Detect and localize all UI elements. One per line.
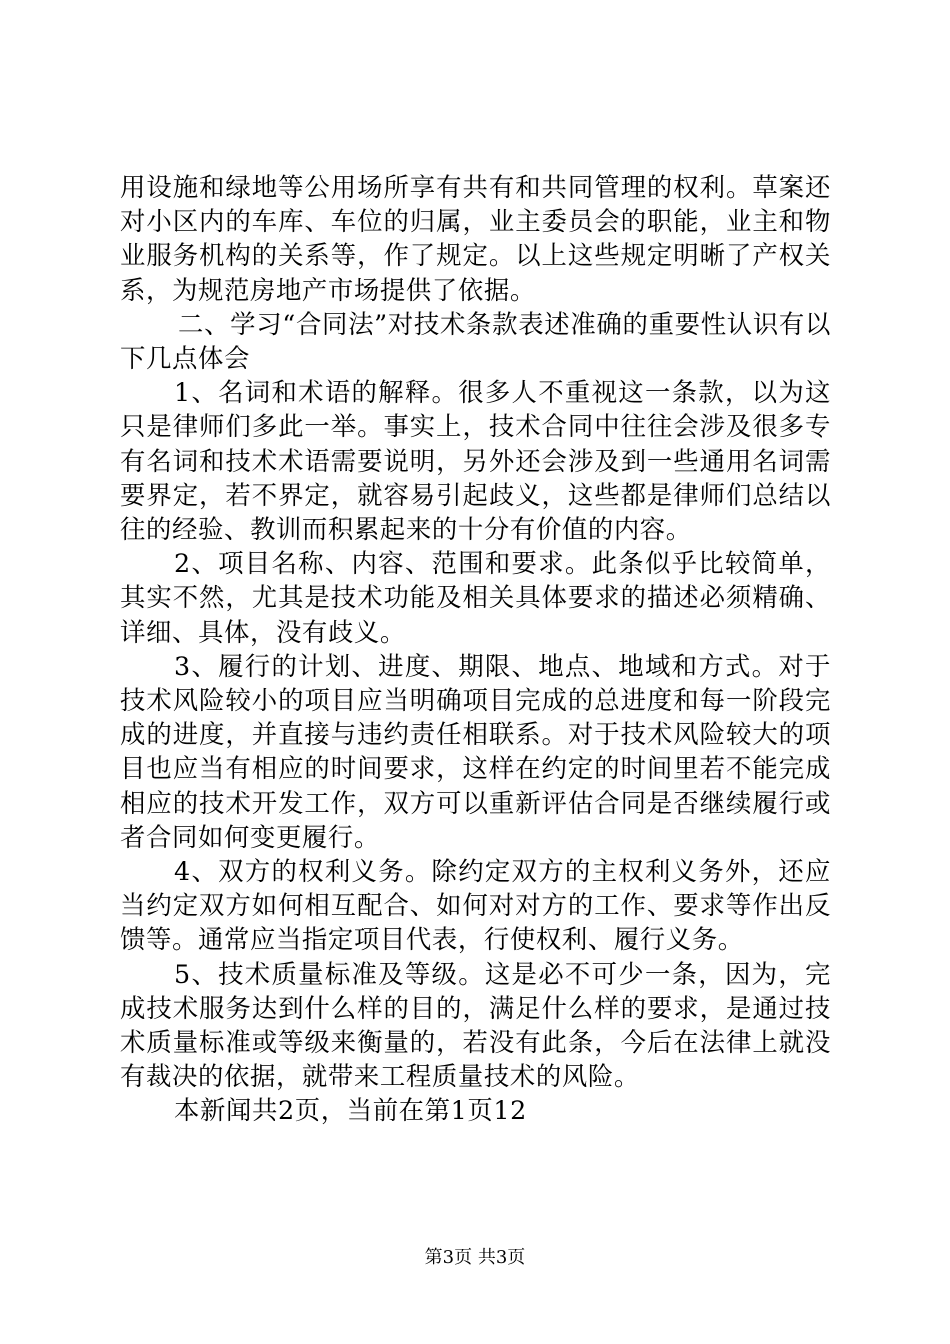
document-body	[120, 170, 831, 1128]
paragraph-item-5: 5、技术质量标准及等级。这是必不可少一条，因为，完成技术服务达到什么样的目的，满足什么样的要求，是通过技术质量标准或等级来衡量的，若没有此条，今后在法律上就没有裁决的依据，就带来工程质量技术的风险。	[120, 958, 831, 1092]
paragraph-item-2: 2、项目名称、内容、范围和要求。此条似乎比较简单，其实不然，尤其是技术功能及相关具体要求的描述必须精确、详细、具体，没有歧义。	[120, 548, 831, 647]
paragraph-continuation: 用设施和绿地等公用场所享有共有和共同管理的权利。草案还对小区内的车库、车位的归属，业主委员会的职能，业主和物业服务机构的关系等，作了规定。以上这些规定明晰了产权关系，为规范房地产市场提供了依据。	[120, 172, 831, 305]
paragraph-section-heading: 二、学习“合同法”对技术条款表述准确的重要性认识有以下几点体会	[120, 308, 831, 374]
paragraph-item-1: 1、名词和术语的解释。很多人不重视这一条款，以为这只是律师们多此一举。事实上，技术合同中往往会涉及很多专有名词和技术术语需要说明，另外还会涉及到一些通用名词需要界定，若不界定，就容易引起歧义，这些都是律师们总结以往的经验、教训而积累起来的十分有价值的内容。	[120, 377, 831, 545]
paragraph-item-4: 4、双方的权利义务。除约定双方的主权利义务外，还应当约定双方如何相互配合、如何对对方的工作、要求等作出反馈等。通常应当指定项目代表，行使权利、履行义务。	[120, 856, 831, 955]
paragraph-pagination-note: 本新闻共2页，当前在第1页12	[174, 1095, 527, 1126]
paragraph-item-3: 3、履行的计划、进度、期限、地点、地域和方式。对于技术风险较小的项目应当明确项目完成的总进度和每一阶段完成的进度，并直接与违约责任相联系。对于技术风险较大的项目也应当有相应的时间要求，这样在约定的时间里若不能完成相应的技术开发工作，双方可以重新评估合同是否继续履行或者合同如何变更履行。	[120, 650, 831, 852]
page-number: 第3页 共3页	[424, 1247, 526, 1268]
page-footer	[0, 1246, 950, 1270]
